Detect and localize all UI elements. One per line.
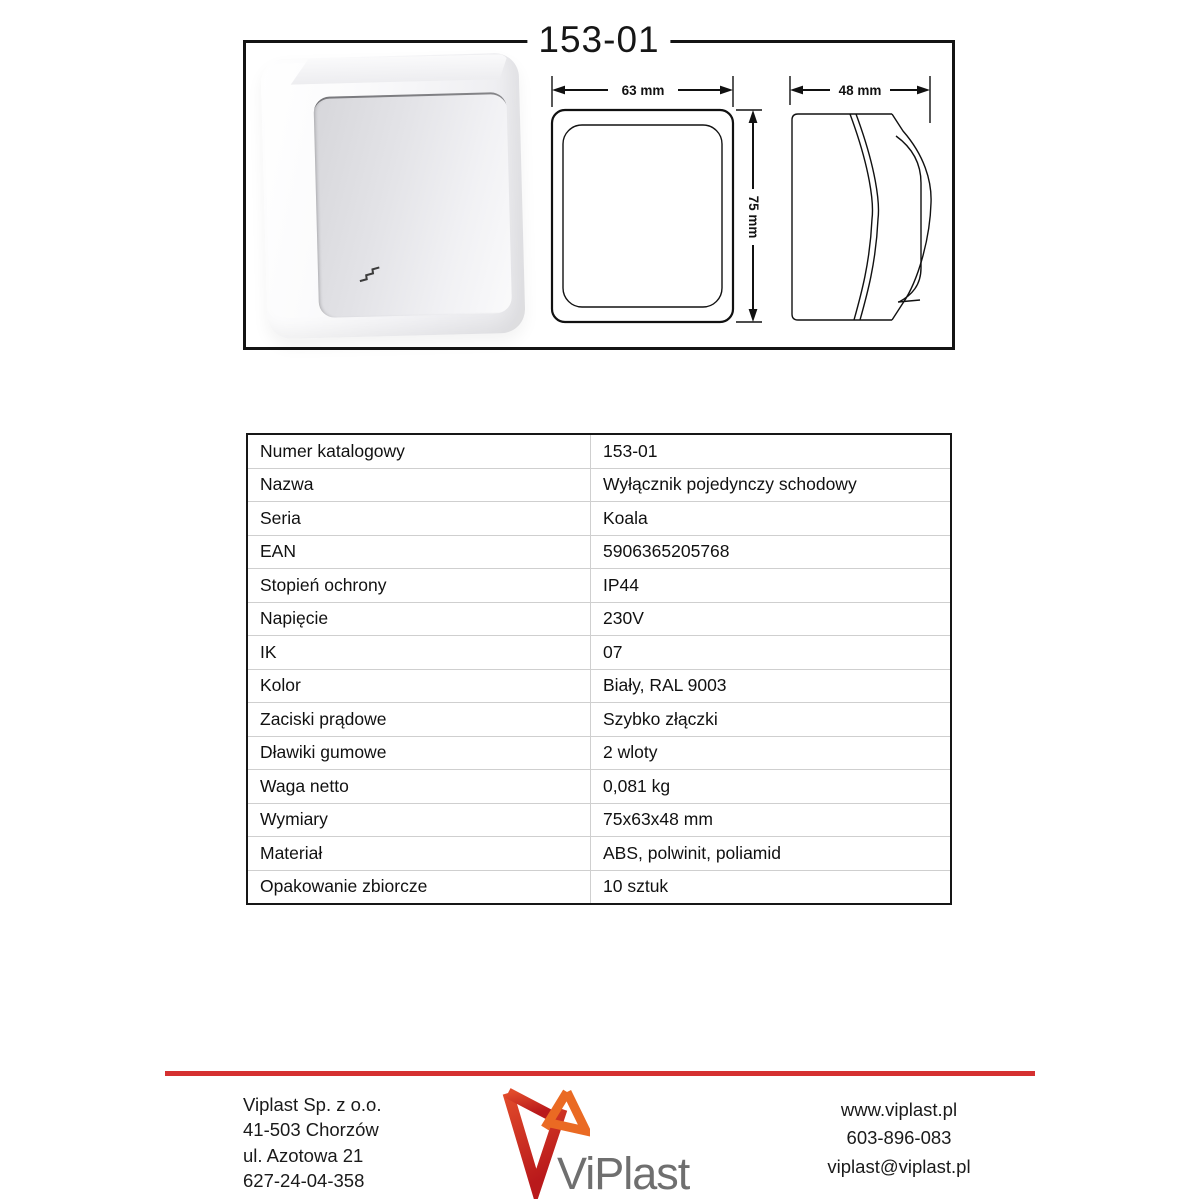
table-row [247,502,951,536]
product-figure-box [243,19,955,350]
side-view-drawing [790,76,931,320]
switch-body [260,53,525,340]
spec-value: 2 wloty [591,736,952,770]
product-photo [260,54,528,342]
spec-label: Zaciski prądowe [247,703,591,737]
spec-value: 10 sztuk [591,870,952,904]
table-row [247,636,951,670]
spec-label: IK [247,636,591,670]
contact-line: 603-896-083 [846,1127,952,1149]
spec-value: IP44 [591,569,952,603]
spec-value: Biały, RAL 9003 [591,669,952,703]
side-width-label: 48 mm [838,83,882,98]
table-row [247,468,951,502]
spec-label: Kolor [247,669,591,703]
spec-label: Opakowanie zbiorcze [247,870,591,904]
contact-line: www.viplast.pl [840,1099,958,1120]
spec-label: Materiał [247,837,591,871]
table-row [247,569,951,603]
spec-label: Nazwa [247,468,591,502]
spec-value: Szybko złączki [591,703,952,737]
company-address-line: ul. Azotowa 21 [243,1144,364,1166]
spec-value: 230V [591,602,952,636]
viplast-logo [498,1087,713,1199]
spec-value: ABS, polwinit, poliamid [591,837,952,871]
table-row [247,870,951,904]
table-row [247,602,951,636]
company-address-line: Viplast Sp. z o.o. [243,1094,382,1115]
spec-value: 07 [591,636,952,670]
table-row [247,803,951,837]
spec-value: 75x63x48 mm [591,803,952,837]
spec-label: Seria [247,502,591,536]
table-row [247,535,951,569]
spec-label: Numer katalogowy [260,440,405,461]
catalog-number-title: 153-01 [527,18,670,62]
spec-label: Waga netto [247,770,591,804]
spec-value: 0,081 kg [591,770,952,804]
front-view-drawing [552,76,762,322]
contact-block [788,1096,1010,1181]
spec-label: Wymiary [247,803,591,837]
switch-rocker [313,92,512,318]
staircase-symbol-icon [357,264,385,283]
spec-label: EAN [247,535,591,569]
company-address-line: 41-503 Chorzów [243,1119,379,1141]
contact-line: viplast@viplast.pl [827,1155,971,1177]
spec-label: Napięcie [247,602,591,636]
front-height-label: 75 mm [746,195,761,239]
spec-label: Dławiki gumowe [247,736,591,770]
table-row [247,736,951,770]
table-row [247,770,951,804]
spec-value: 5906365205768 [591,535,952,569]
company-address-line: 627-24-04-358 [243,1170,365,1192]
footer-accent-line [165,1071,1035,1076]
table-row [247,837,951,871]
dimension-drawings [546,43,956,345]
table-row [247,669,951,703]
table-row [247,434,951,468]
spec-table [246,433,952,905]
front-width-label: 63 mm [621,83,665,98]
spec-value: Koala [591,502,952,536]
table-row [247,703,951,737]
spec-value: Wyłącznik pojedynczy schodowy [591,468,952,502]
spec-value: 153-01 [591,434,952,468]
spec-label: Stopień ochrony [247,569,591,603]
company-address-block [243,1092,382,1194]
switch-top-face [278,54,508,85]
viplast-logo-text: ViPlast [557,1148,690,1199]
